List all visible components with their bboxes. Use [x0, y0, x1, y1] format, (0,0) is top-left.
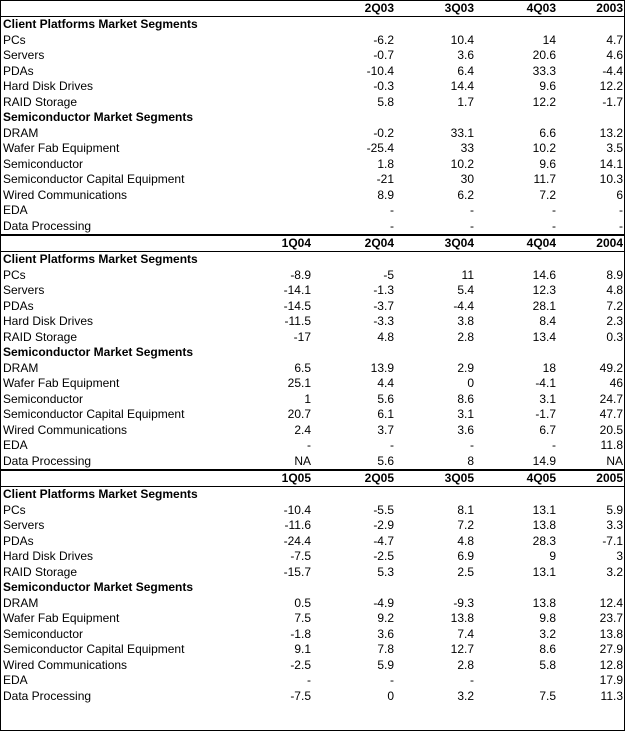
table-row — [1, 454, 624, 470]
value-cell: 3.7 — [377, 422, 394, 437]
row-label: RAID Storage — [3, 94, 78, 109]
value-cell: -2.9 — [373, 518, 394, 532]
value-cell: -7.5 — [290, 549, 311, 563]
value-cell: -17 — [293, 329, 311, 344]
value-cell: -0.2 — [373, 125, 394, 140]
section-title: Client Platforms Market Segments — [3, 17, 198, 31]
section-row — [1, 580, 624, 596]
value-cell: 13.4 — [532, 329, 556, 344]
table-row — [1, 283, 624, 299]
value-cell: 5.6 — [377, 453, 394, 468]
table-row — [1, 33, 624, 49]
value-cell: 12.4 — [599, 595, 623, 610]
value-cell: 3.8 — [457, 314, 474, 328]
value-cell: -1.7 — [535, 407, 556, 421]
value-cell: -10.4 — [283, 502, 311, 517]
table-row — [1, 314, 624, 330]
row-label: Semiconductor — [3, 626, 84, 641]
value-cell: 27.9 — [599, 642, 623, 656]
table-row — [1, 689, 624, 705]
value-cell: 13.9 — [370, 360, 394, 375]
value-cell: 33 — [460, 141, 474, 155]
value-cell: 8.4 — [539, 314, 556, 328]
value-cell: 7.5 — [539, 688, 556, 703]
table-row — [1, 188, 624, 204]
table-row — [1, 361, 624, 377]
row-label: Semiconductor Capital Equipment — [3, 407, 185, 421]
value-cell: 4.8 — [457, 533, 474, 548]
value-cell: 5.9 — [377, 657, 394, 672]
value-cell: 3.2 — [457, 688, 474, 703]
row-label: EDA — [3, 203, 28, 217]
value-cell: 5.3 — [377, 564, 394, 579]
value-cell: - — [390, 203, 394, 217]
value-cell: 1.7 — [457, 94, 474, 109]
value-cell: 9.1 — [294, 642, 311, 656]
value-cell: 4.4 — [377, 376, 394, 390]
value-cell: 8.1 — [457, 502, 474, 517]
value-cell: 13.8 — [450, 611, 474, 625]
value-cell: 3 — [616, 549, 623, 563]
row-label: Semiconductor Capital Equipment — [3, 172, 185, 186]
value-cell: -3.3 — [373, 314, 394, 328]
value-cell: 14.1 — [599, 156, 623, 171]
value-cell: 4.6 — [606, 48, 623, 62]
value-cell: 7.2 — [539, 187, 556, 202]
value-cell: 6.2 — [457, 187, 474, 202]
row-label: RAID Storage — [3, 564, 78, 579]
value-cell: -7.5 — [290, 688, 311, 703]
value-cell: 0 — [467, 376, 474, 390]
column-header-row — [1, 236, 624, 252]
value-cell: 12.8 — [599, 657, 623, 672]
value-cell: 2.9 — [457, 360, 474, 375]
table-row — [1, 330, 624, 346]
value-cell: 24.7 — [599, 391, 623, 406]
value-cell: - — [470, 673, 474, 687]
value-cell: 0.3 — [606, 329, 623, 344]
value-cell: 6 — [616, 187, 623, 202]
column-header-row — [1, 1, 624, 17]
value-cell: 7.4 — [457, 626, 474, 641]
row-label: Data Processing — [3, 688, 92, 703]
table-row — [1, 95, 624, 111]
table-block — [1, 1, 624, 234]
value-cell: 4.7 — [606, 32, 623, 47]
row-label: Semiconductor Capital Equipment — [3, 642, 185, 656]
value-cell: -7.1 — [602, 533, 623, 548]
table-row — [1, 658, 624, 674]
value-cell: 3.6 — [457, 422, 474, 437]
value-cell: 13.8 — [532, 518, 556, 532]
value-cell: 13.8 — [599, 626, 623, 641]
row-label: Hard Disk Drives — [3, 79, 94, 93]
value-cell: -0.7 — [373, 48, 394, 62]
value-cell: -21 — [376, 172, 394, 186]
table-row — [1, 157, 624, 173]
value-cell: 6.9 — [457, 549, 474, 563]
value-cell: - — [619, 218, 623, 233]
value-cell: 9.2 — [377, 611, 394, 625]
value-cell: 2.8 — [457, 657, 474, 672]
table-row — [1, 299, 624, 315]
value-cell: 12.2 — [599, 79, 623, 93]
value-cell: 3.2 — [539, 626, 556, 641]
row-label: RAID Storage — [3, 329, 78, 344]
value-cell: 8 — [467, 453, 474, 468]
table-row — [1, 219, 624, 235]
value-cell: 6.5 — [294, 360, 311, 375]
value-cell: NA — [294, 453, 311, 468]
column-header: 2004 — [596, 236, 623, 250]
value-cell: 7.2 — [457, 518, 474, 532]
column-header: 3Q04 — [444, 236, 474, 250]
column-header: 2003 — [596, 1, 623, 15]
value-cell: 1 — [304, 391, 311, 406]
value-cell: -1.3 — [373, 283, 394, 297]
value-cell: NA — [606, 453, 623, 468]
value-cell: 9.8 — [539, 611, 556, 625]
value-cell: -15.7 — [283, 564, 311, 579]
value-cell: 2.5 — [457, 564, 474, 579]
table-row — [1, 673, 624, 689]
column-header: 3Q05 — [444, 471, 474, 485]
table-row — [1, 549, 624, 565]
value-cell: 13.8 — [532, 595, 556, 610]
value-cell: 10.4 — [450, 32, 474, 47]
value-cell: 14.4 — [450, 79, 474, 93]
table-row — [1, 203, 624, 219]
value-cell: -9.3 — [453, 595, 474, 610]
section-row — [1, 110, 624, 126]
value-cell: -3.7 — [373, 298, 394, 313]
column-header: 2Q03 — [364, 1, 394, 15]
value-cell: 12.3 — [532, 283, 556, 297]
value-cell: -4.4 — [602, 63, 623, 78]
value-cell: - — [470, 203, 474, 217]
value-cell: 5.8 — [377, 94, 394, 109]
section-title: Semiconductor Market Segments — [3, 580, 194, 594]
value-cell: 13.1 — [532, 502, 556, 517]
section-title: Client Platforms Market Segments — [3, 487, 198, 501]
value-cell: 25.1 — [287, 376, 311, 390]
value-cell: 12.7 — [450, 642, 474, 656]
row-label: Wafer Fab Equipment — [3, 376, 120, 390]
value-cell: -2.5 — [290, 657, 311, 672]
value-cell: 10.3 — [599, 172, 623, 186]
value-cell: - — [470, 438, 474, 452]
value-cell: 14.6 — [532, 267, 556, 282]
value-cell: 23.7 — [599, 611, 623, 625]
value-cell: 11.3 — [600, 688, 623, 703]
column-header: 4Q05 — [526, 471, 556, 485]
value-cell: 12.2 — [532, 94, 556, 109]
table-row — [1, 79, 624, 95]
value-cell: 6.7 — [539, 422, 556, 437]
value-cell: 11.7 — [533, 172, 556, 186]
value-cell: 0 — [387, 688, 394, 703]
value-cell: 5.8 — [539, 657, 556, 672]
value-cell: 7.5 — [294, 611, 311, 625]
row-label: EDA — [3, 438, 28, 452]
row-label: Wired Communications — [3, 422, 128, 437]
row-label: EDA — [3, 673, 28, 687]
table-row — [1, 627, 624, 643]
table-row — [1, 642, 624, 658]
row-label: Data Processing — [3, 218, 92, 233]
value-cell: 18 — [542, 360, 556, 375]
value-cell: 47.7 — [599, 407, 623, 421]
column-header: 4Q04 — [526, 236, 556, 250]
value-cell: -4.7 — [373, 533, 394, 548]
section-title: Semiconductor Market Segments — [3, 345, 194, 359]
value-cell: 9.6 — [539, 79, 556, 93]
value-cell: 3.1 — [539, 391, 556, 406]
table-row — [1, 126, 624, 142]
value-cell: 0.5 — [294, 595, 311, 610]
value-cell: -0.3 — [373, 79, 394, 93]
row-label: Wafer Fab Equipment — [3, 141, 120, 155]
table-row — [1, 64, 624, 80]
table-block — [1, 469, 624, 704]
table-row — [1, 268, 624, 284]
value-cell: 13.2 — [599, 125, 623, 140]
value-cell: -8.9 — [290, 267, 311, 282]
table-row — [1, 172, 624, 188]
value-cell: -4.1 — [535, 376, 556, 390]
table-row — [1, 376, 624, 392]
row-label: PDAs — [3, 63, 34, 78]
value-cell: - — [390, 218, 394, 233]
column-header: 2005 — [596, 471, 623, 485]
value-cell: 6.4 — [457, 63, 474, 78]
value-cell: - — [307, 673, 311, 687]
value-cell: 11.8 — [600, 438, 623, 452]
value-cell: 3.6 — [457, 48, 474, 62]
value-cell: 5.4 — [457, 283, 474, 297]
table-row — [1, 438, 624, 454]
value-cell: 49.2 — [599, 360, 623, 375]
row-label: Wafer Fab Equipment — [3, 611, 120, 625]
table-row — [1, 518, 624, 534]
row-label: Wired Communications — [3, 657, 128, 672]
column-header: 1Q05 — [281, 471, 311, 485]
column-header: 4Q03 — [526, 1, 556, 15]
value-cell: -1.7 — [602, 94, 623, 109]
value-cell: 13.1 — [532, 564, 556, 579]
row-label: Servers — [3, 48, 45, 62]
value-cell: 1.8 — [377, 156, 394, 171]
value-cell: 20.5 — [599, 422, 623, 437]
row-label: PCs — [3, 267, 26, 282]
value-cell: -11.5 — [284, 314, 311, 328]
value-cell: -24.4 — [283, 533, 311, 548]
value-cell: - — [552, 438, 556, 452]
value-cell: 9 — [549, 549, 556, 563]
value-cell: -5.5 — [373, 502, 394, 517]
value-cell: 2.4 — [294, 422, 311, 437]
row-label: DRAM — [3, 595, 39, 610]
row-label: Wired Communications — [3, 187, 128, 202]
value-cell: 28.3 — [532, 533, 556, 548]
value-cell: -1.8 — [290, 626, 311, 641]
value-cell: 3.1 — [457, 407, 474, 421]
table-row — [1, 423, 624, 439]
value-cell: 20.7 — [287, 407, 311, 421]
value-cell: 4.8 — [377, 329, 394, 344]
value-cell: 8.9 — [606, 267, 623, 282]
value-cell: - — [470, 218, 474, 233]
column-header: 2Q04 — [364, 236, 394, 250]
table-row — [1, 565, 624, 581]
row-label: DRAM — [3, 125, 39, 140]
value-cell: 5.9 — [606, 502, 623, 517]
row-label: Semiconductor — [3, 391, 84, 406]
row-label: Servers — [3, 283, 45, 297]
value-cell: 14.9 — [532, 453, 556, 468]
value-cell: 2.8 — [457, 329, 474, 344]
value-cell: -5 — [383, 267, 394, 282]
value-cell: -2.5 — [373, 549, 394, 563]
row-label: Hard Disk Drives — [3, 549, 94, 563]
section-row — [1, 487, 624, 503]
section-row — [1, 252, 624, 268]
table-row — [1, 141, 624, 157]
value-cell: -4.4 — [453, 298, 474, 313]
value-cell: 8.6 — [457, 391, 474, 406]
value-cell: 3.6 — [377, 626, 394, 641]
value-cell: 8.9 — [377, 187, 394, 202]
value-cell: 2.3 — [606, 314, 623, 328]
row-label: PCs — [3, 32, 26, 47]
value-cell: 8.6 — [539, 642, 556, 656]
value-cell: - — [390, 438, 394, 452]
section-row — [1, 345, 624, 361]
value-cell: - — [390, 673, 394, 687]
value-cell: 3.5 — [606, 141, 623, 155]
value-cell: - — [552, 203, 556, 217]
section-title: Client Platforms Market Segments — [3, 252, 198, 266]
value-cell: -14.5 — [283, 298, 311, 313]
table-row — [1, 48, 624, 64]
value-cell: 17.9 — [599, 673, 623, 687]
value-cell: -11.6 — [284, 518, 311, 532]
value-cell: 11 — [461, 267, 474, 282]
value-cell: 3.3 — [606, 518, 623, 532]
value-cell: -6.2 — [373, 32, 394, 47]
value-cell: 10.2 — [532, 141, 556, 155]
value-cell: 7.2 — [606, 298, 623, 313]
value-cell: 6.6 — [539, 125, 556, 140]
row-label: PDAs — [3, 533, 34, 548]
value-cell: - — [552, 218, 556, 233]
table-block — [1, 234, 624, 469]
value-cell: 3.2 — [606, 564, 623, 579]
value-cell: 9.6 — [539, 156, 556, 171]
row-label: PDAs — [3, 298, 34, 313]
value-cell: -10.4 — [366, 63, 394, 78]
value-cell: 10.2 — [450, 156, 474, 171]
table-row — [1, 611, 624, 627]
value-cell: -4.9 — [373, 595, 394, 610]
column-header-row — [1, 471, 624, 487]
value-cell: 5.6 — [377, 391, 394, 406]
value-cell: - — [619, 203, 623, 217]
table-row — [1, 503, 624, 519]
row-label: DRAM — [3, 360, 39, 375]
value-cell: - — [307, 438, 311, 452]
column-header: 1Q04 — [281, 236, 311, 250]
value-cell: -14.1 — [283, 283, 311, 297]
table-row — [1, 596, 624, 612]
table-row — [1, 407, 624, 423]
value-cell: 33.3 — [532, 63, 556, 78]
value-cell: 20.6 — [532, 48, 556, 62]
table-row — [1, 534, 624, 550]
row-label: Data Processing — [3, 453, 92, 468]
row-label: Servers — [3, 518, 45, 532]
row-label: Semiconductor — [3, 156, 84, 171]
row-label: PCs — [3, 502, 26, 517]
value-cell: 46 — [609, 376, 623, 390]
column-header: 3Q03 — [444, 1, 474, 15]
value-cell: 28.1 — [532, 298, 556, 313]
column-header: 2Q05 — [364, 471, 394, 485]
row-label: Hard Disk Drives — [3, 314, 94, 328]
value-cell: 4.8 — [606, 283, 623, 297]
value-cell: 30 — [460, 172, 474, 186]
section-title: Semiconductor Market Segments — [3, 110, 194, 124]
value-cell: 14 — [542, 32, 556, 47]
value-cell: 7.8 — [377, 642, 394, 656]
section-row — [1, 17, 624, 33]
value-cell: -25.4 — [366, 141, 394, 155]
table-row — [1, 392, 624, 408]
value-cell: 33.1 — [450, 125, 474, 140]
value-cell: 6.1 — [377, 407, 394, 421]
